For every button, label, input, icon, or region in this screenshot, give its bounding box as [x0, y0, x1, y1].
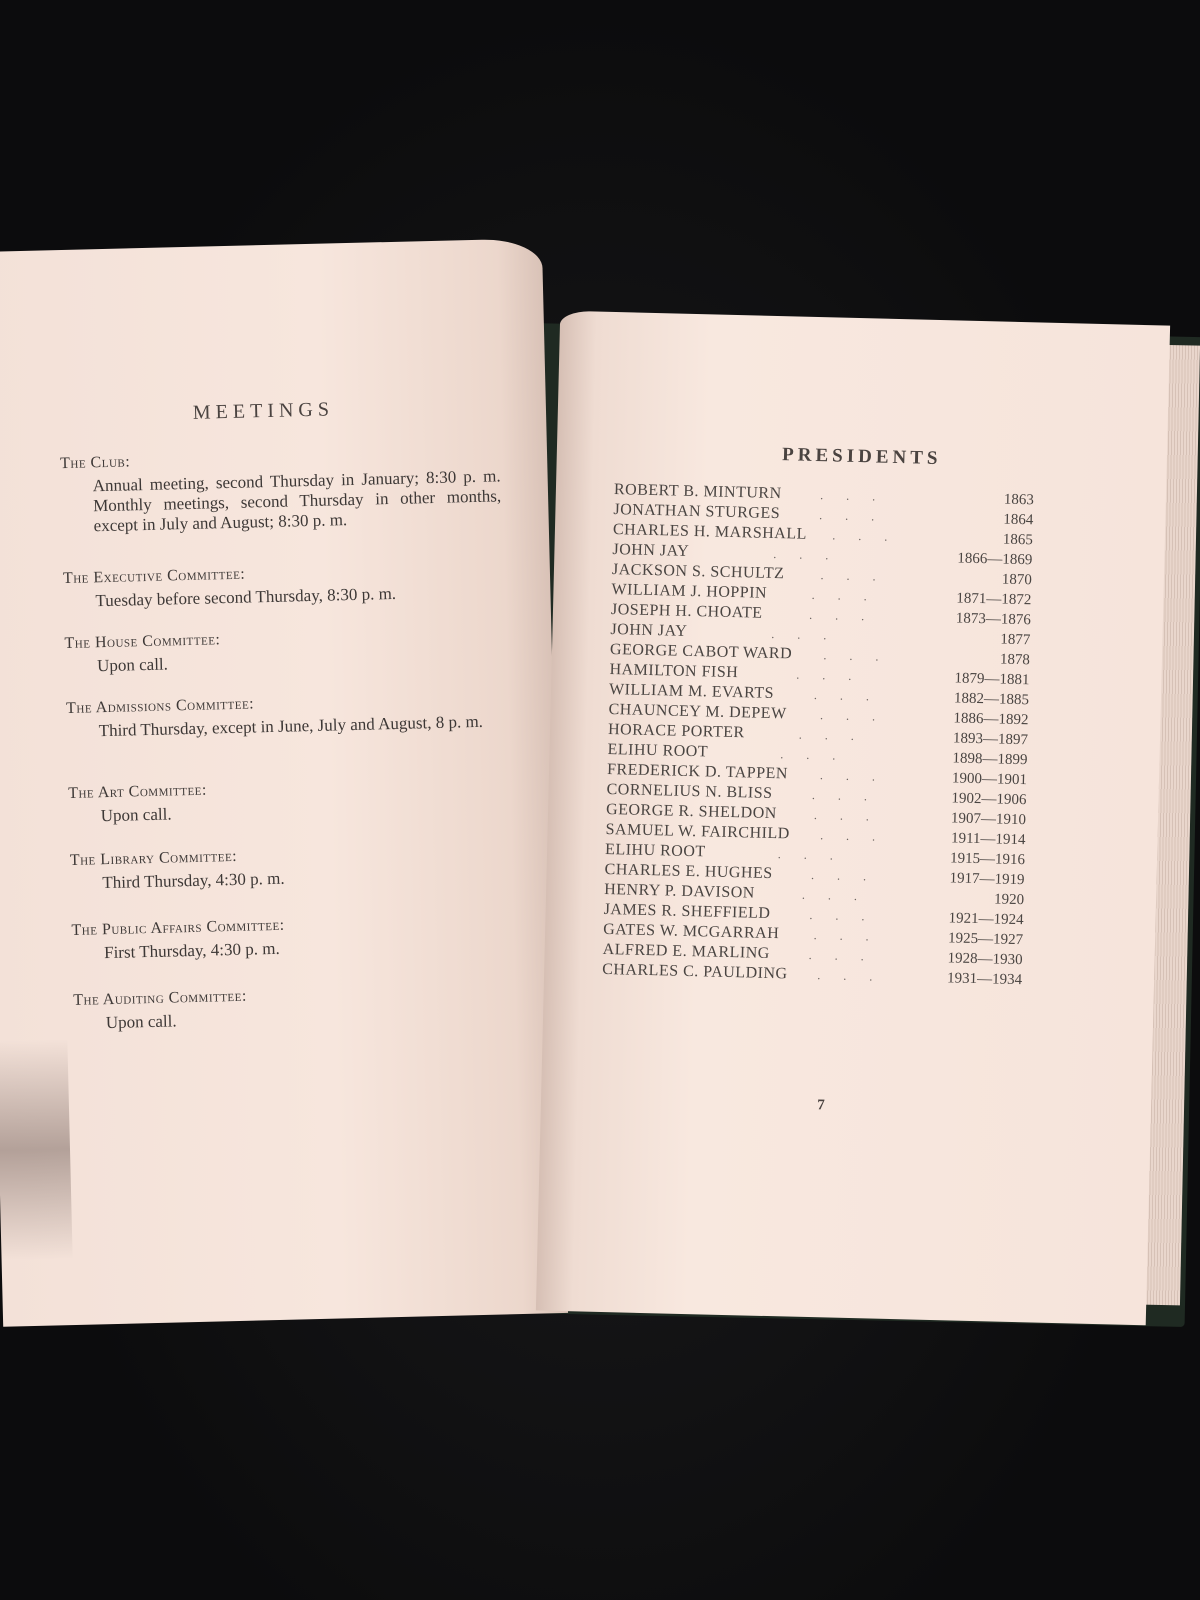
president-years: 1870: [1001, 571, 1033, 589]
presidents-title: PRESIDENTS: [781, 444, 942, 470]
president-name: JOHN JAY: [610, 621, 688, 640]
president-years: 1893—1897: [952, 730, 1029, 749]
president-name: HORACE PORTER: [607, 720, 745, 742]
president-name: FREDERICK D. TAPPEN: [606, 760, 789, 783]
presidents-list: [602, 480, 1034, 990]
committee-executive: [63, 559, 504, 612]
committee-schedule: Upon call.: [100, 804, 172, 826]
president-years: 1921—1924: [948, 910, 1024, 929]
president-name: JONATHAN STURGES: [613, 501, 781, 523]
president-name: CHARLES C. PAULDING: [602, 960, 788, 983]
committee-schedule: Third Thursday, 4:30 p. m.: [102, 868, 285, 893]
leader-dots: . . .: [777, 847, 844, 863]
president-years: 1907—1910: [950, 810, 1027, 829]
president-years: 1873—1876: [955, 610, 1032, 629]
president-name: SAMUEL W. FAIRCHILD: [605, 820, 790, 843]
committee-house: [64, 624, 505, 677]
leader-dots: . . .: [796, 667, 862, 684]
president-name: ELIHU ROOT: [607, 740, 709, 761]
president-years: 1865: [1002, 531, 1034, 549]
president-name: GATES W. MCGARRAH: [602, 920, 780, 943]
president-name: JACKSON S. SCHULTZ: [611, 561, 785, 583]
leader-dots: . . .: [771, 626, 837, 643]
president-name: CHAUNCEY M. DEPEW: [608, 700, 787, 723]
president-name: JOSEPH H. CHOATE: [610, 601, 763, 622]
leader-dots: . . .: [809, 607, 875, 624]
president-name: JAMES R. SHEFFIELD: [603, 900, 771, 923]
president-name: ALFRED E. MARLING: [602, 940, 771, 963]
president-years: 1920: [993, 891, 1025, 909]
president-name: HENRY P. DAVISON: [603, 880, 756, 902]
president-years: 1877: [1000, 631, 1031, 649]
leader-dots: . . .: [820, 488, 886, 504]
committee-name: The Executive Committee:: [62, 565, 246, 588]
leader-dots: . . .: [819, 828, 886, 844]
meetings-title: MEETINGS: [192, 398, 335, 424]
president-years: 1928—1930: [947, 950, 1023, 969]
leader-dots: . . .: [813, 808, 880, 824]
president-years: 1864: [1003, 511, 1034, 529]
hand-shadow: [0, 1039, 73, 1261]
president-years: 1882—1885: [953, 690, 1030, 709]
president-name: CHARLES E. HUGHES: [604, 860, 773, 883]
president-years: 1871—1872: [956, 590, 1032, 609]
president-name: CORNELIUS N. BLISS: [606, 780, 773, 803]
leader-dots: . . .: [811, 587, 877, 604]
leader-dots: . . .: [813, 928, 879, 944]
president-name: WILLIAM M. EVARTS: [608, 681, 775, 703]
committee-club: [60, 444, 502, 537]
president-years: 1886—1892: [953, 710, 1029, 729]
committee-name: The Admissions Committee:: [65, 695, 255, 718]
committee-auditing: [73, 981, 514, 1034]
leader-dots: . . .: [823, 648, 889, 664]
committee-name: The Public Affairs Committee:: [71, 916, 285, 939]
committee-library: [70, 841, 511, 894]
president-years: 1917—1919: [949, 870, 1025, 889]
leader-dots: . . .: [817, 968, 883, 984]
president-years: 1879—1881: [954, 670, 1030, 689]
committee-name: The Auditing Committee:: [73, 987, 248, 1009]
committee-name: The House Committee:: [64, 631, 221, 653]
president-name: CHARLES H. MARSHALL: [612, 521, 808, 543]
committee-schedule: First Thursday, 4:30 p. m.: [103, 938, 280, 963]
leader-dots: . . .: [773, 546, 839, 563]
president-name: ELIHU ROOT: [604, 840, 706, 861]
leader-dots: . . .: [819, 708, 886, 724]
committee-schedule: Tuesday before second Thursday, 8:30 p. m.: [95, 583, 397, 611]
committee-schedule: Upon call.: [96, 654, 169, 676]
president-years: 1931—1934: [946, 970, 1023, 989]
president-name: GEORGE CABOT WARD: [609, 641, 793, 663]
committee-name: The Library Committee:: [69, 847, 238, 869]
committee-schedule: Third Thursday, except in June, July and August, 8 p. m.: [98, 711, 484, 741]
leader-dots: . . .: [798, 727, 864, 744]
leader-dots: . . .: [819, 508, 885, 524]
leader-dots: . . .: [780, 747, 846, 763]
president-years: 1911—1914: [950, 830, 1026, 849]
committee-admissions: [66, 689, 507, 742]
left-page: [0, 238, 568, 1326]
leader-dots: . . .: [801, 887, 868, 904]
leader-dots: . . .: [820, 568, 886, 584]
president-years: 1925—1927: [947, 930, 1024, 949]
leader-dots: . . .: [832, 528, 898, 544]
president-years: 1900—1901: [951, 770, 1028, 789]
leader-dots: . . .: [808, 947, 874, 964]
leader-dots: . . .: [819, 768, 886, 784]
committee-name: The Art Committee:: [67, 781, 208, 802]
committee-schedule: Annual meeting, second Thursday in January; 8:30 p. m. Monthly meetings, second Thursday in other months, except in July and August; 8:30 p. m.: [92, 466, 502, 536]
committee-name: The Club:: [59, 453, 131, 473]
leader-dots: . . .: [810, 867, 877, 884]
president-years: 1915—1916: [949, 850, 1026, 869]
committee-art: [68, 774, 509, 827]
president-name: HAMILTON FISH: [609, 661, 739, 682]
president-name: GEORGE R. SHELDON: [605, 800, 778, 823]
president-years: 1898—1899: [952, 750, 1028, 769]
president-years: 1866—1869: [957, 550, 1033, 569]
president-name: WILLIAM J. HOPPIN: [611, 581, 768, 602]
leader-dots: . . .: [813, 688, 880, 704]
page-number: 7: [817, 1097, 825, 1114]
committee-schedule: Upon call.: [105, 1011, 177, 1033]
president-name: ROBERT B. MINTURN: [613, 481, 782, 503]
leader-dots: . . .: [811, 787, 878, 804]
right-page: [536, 311, 1170, 1326]
president-years: 1863: [1003, 491, 1035, 509]
leader-dots: . . .: [809, 907, 875, 924]
president-name: JOHN JAY: [612, 541, 690, 560]
president-years: 1878: [999, 651, 1031, 669]
committee-public-affairs: [71, 911, 512, 964]
president-years: 1902—1906: [951, 790, 1027, 809]
